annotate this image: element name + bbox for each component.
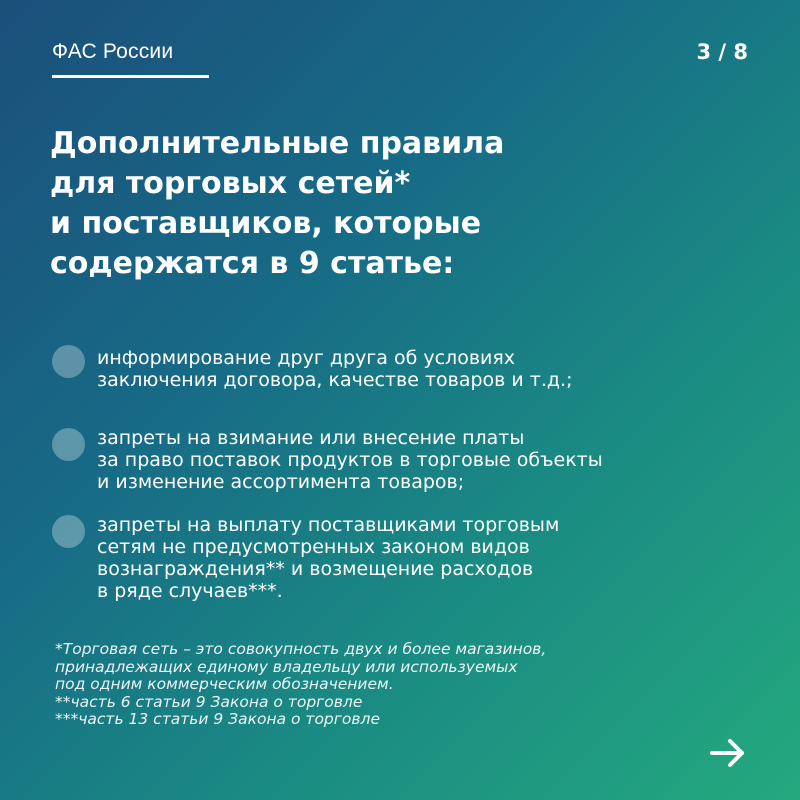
footnotes (55, 641, 735, 729)
footnote-line: принадлежащих единому владельцу или используемых (55, 657, 518, 676)
bullet-line: сетям не предусмотренных законом видов (97, 536, 530, 558)
bullet-line: за право поставок продуктов в торговые объекты (97, 449, 603, 471)
brand-label: ФАС России (52, 40, 174, 63)
headline-line: содержатся в 9 статье: (50, 246, 455, 281)
bullet-dot (52, 515, 85, 548)
bullet-dot (52, 428, 85, 461)
headline (50, 124, 750, 284)
footnote-line: *Торговая сеть – это совокупность двух и более магазинов, (55, 640, 547, 658)
bullet-line: заключения договора, качестве товаров и т.д.; (97, 369, 573, 391)
bullet-line: вознаграждения** и возмещение расходов (97, 558, 534, 580)
bullet-line: запреты на выплату поставщиками торговым (97, 514, 560, 536)
bullet-dot (52, 345, 85, 378)
bullet-text (97, 427, 747, 493)
bullet-text (97, 347, 747, 391)
bullet-line: запреты на взимание или внесение платы (97, 427, 525, 449)
footnote-line: **часть 6 статьи 9 Закона о торговле (55, 692, 363, 711)
arrow-right-icon[interactable] (708, 733, 748, 773)
headline-line: для торговых сетей* (50, 166, 411, 201)
bullet-line: и изменение ассортимента товаров; (97, 471, 465, 493)
bullet-line: информирование друг друга об условиях (97, 347, 516, 369)
footnote-line: под одним коммерческим обозначением. (55, 675, 394, 693)
bullet-line: в ряде случаев***. (97, 580, 283, 602)
bullet-text (97, 514, 747, 602)
brand-underline (52, 75, 209, 78)
headline-line: и поставщиков, которые (50, 206, 482, 241)
page-indicator: 3 / 8 (696, 40, 748, 64)
headline-line: Дополнительные правила (50, 126, 505, 161)
footnote-line: ***часть 13 статьи 9 Закона о торговле (55, 710, 380, 728)
